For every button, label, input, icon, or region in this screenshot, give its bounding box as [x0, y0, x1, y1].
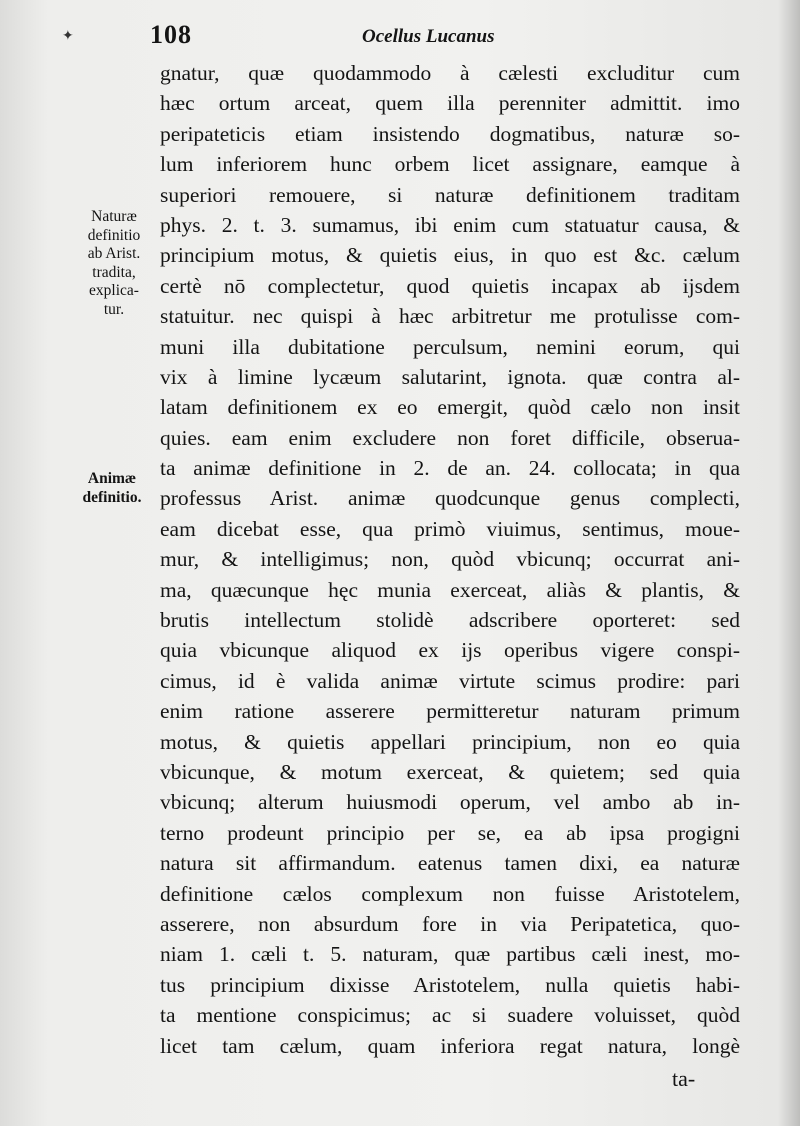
page-gutter-shadow: [778, 0, 800, 1126]
text-line: ta animæ definitione in 2. de an. 24. collocata; in qua: [160, 456, 740, 481]
margin-note-line: explica-: [89, 282, 139, 299]
text-line: definitione cælos complexum non fuisse Aristotelem,: [160, 881, 740, 906]
text-line: niam 1. cæli t. 5. naturam, quæ partibus cæli inest, mo-: [160, 942, 740, 967]
text-line: hæc ortum arceat, quem illa perenniter admittit. imo: [160, 91, 740, 116]
text-line: latam definitionem ex eo emergit, quòd cælo non insit: [160, 395, 740, 420]
page-number: 108: [150, 20, 192, 49]
margin-note-line: Animæ: [87, 470, 137, 487]
text-line: muni illa dubitatione perculsum, nemini eorum, qui: [160, 334, 740, 359]
margin-note-line: Naturæ: [91, 208, 137, 225]
text-line: ta mentione conspicimus; ac si suadere voluisset, quòd: [160, 1003, 740, 1028]
text-line: vbicunq; alterum huiusmodi operum, vel ambo ab in-: [160, 790, 740, 815]
text-line: motus, & quietis appellari principium, non eo quia: [160, 729, 740, 754]
text-line: vbicunque, & motum exerceat, & quietem; sed quia: [160, 759, 740, 784]
text-line: tus principium dixisse Aristotelem, nulla quietis habi-: [160, 972, 740, 997]
text-line: asserere, non absurdum fore in via Peripatetica, quo-: [160, 911, 740, 936]
text-line: phys. 2. t. 3. sumamus, ibi enim cum statuatur causa, &: [160, 212, 740, 237]
text-line: cimus, id è valida animæ virtute scimus prodire: pari: [160, 668, 740, 693]
text-line: natura sit affirmandum. eatenus tamen dixi, ea naturæ: [160, 851, 740, 876]
text-line: quia vbicunque aliquod ex ijs operibus vigere conspi-: [160, 638, 740, 663]
margin-note-line: tradita,: [92, 263, 136, 281]
text-line: enim ratione asserere permitteretur naturam primum: [160, 699, 740, 724]
text-line: peripateticis etiam insistendo dogmatibus, naturæ so-: [160, 121, 740, 146]
body-text: [160, 58, 740, 1061]
text-line: terno prodeunt principio per se, ea ab ipsa progigni: [160, 820, 740, 845]
text-line: quies. eam enim excludere non foret difficile, obserua-: [160, 425, 740, 450]
text-line: certè nō complectetur, quod quietis incapax ab ijsdem: [160, 273, 740, 298]
text-line: lum inferiorem hunc orbem licet assignare, eamque à: [160, 152, 740, 177]
text-line: eam dicebat esse, qua primò viuimus, sentimus, moue-: [160, 516, 740, 541]
text-line: principium motus, & quietis eius, in quo est &c. cælum: [160, 243, 740, 268]
text-line: brutis intellectum stolidè adscribere oporteret: sed: [160, 608, 740, 633]
catchword: ta-: [672, 1066, 696, 1091]
text-line: superiori remouere, si naturæ definitionem traditam: [160, 182, 740, 207]
text-line: statuitur. nec quispi à hæc arbitretur me protulisse com-: [160, 304, 740, 329]
text-line: ma, quæcunque hęc munia exerceat, aliàs & plantis, &: [160, 577, 740, 602]
text-line: vix à limine lycæum salutarint, ignota. quæ contra al-: [160, 364, 740, 389]
text-line: mur, & intelligimus; non, quòd vbicunq; occurrat ani-: [160, 547, 740, 572]
margin-note-line: definitio.: [82, 488, 142, 506]
margin-note-line: tur.: [103, 300, 125, 318]
running-head: Ocellus Lucanus: [362, 26, 495, 47]
text-line: gnatur, quæ quodammodo à cælesti excluditur cum: [160, 61, 740, 85]
margin-note-soul-definition: [72, 470, 152, 507]
ink-mark: ✦: [62, 28, 74, 44]
page-header: [150, 20, 570, 52]
margin-note-line: ab Arist.: [87, 245, 141, 262]
text-line: professus Arist. animæ quodcunque genus complecti,: [160, 486, 740, 511]
margin-note-line: definitio: [87, 226, 141, 244]
margin-note-nature-definition: [74, 208, 154, 319]
text-line: licet tam cælum, quam inferiora regat natura, longè: [160, 1033, 740, 1058]
